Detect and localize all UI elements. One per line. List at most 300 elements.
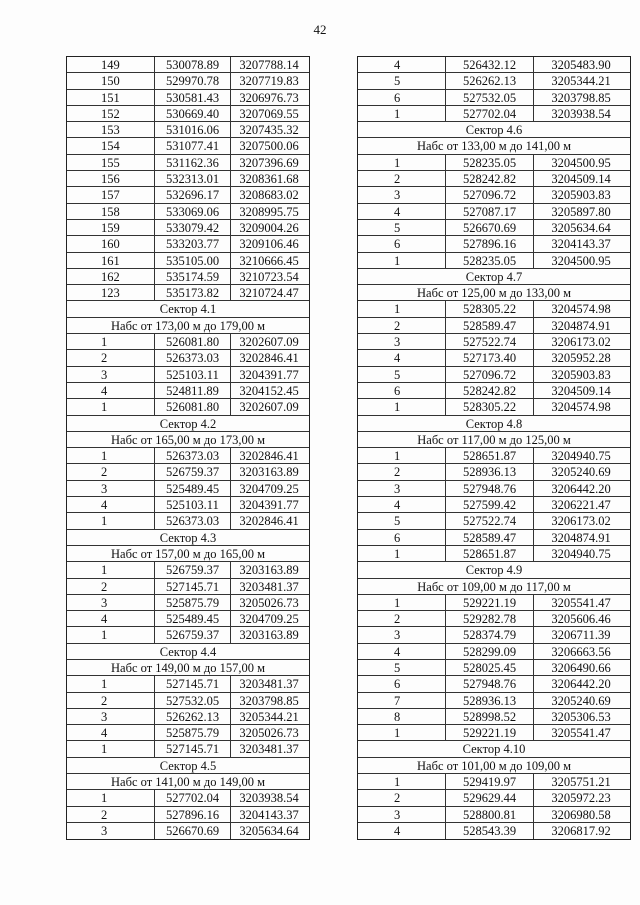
y-coordinate: 3205344.21 [551, 74, 611, 89]
x-coordinate: 528025.45 [446, 660, 534, 675]
y-coordinate: 3204874.91 [551, 318, 611, 333]
sector-header-row [358, 416, 630, 432]
height-range: Набс от 133,00 м до 141,00 м [417, 139, 571, 154]
y-coordinate: 3204509.14 [551, 172, 611, 187]
table-row [358, 513, 630, 529]
point-number: 6 [358, 383, 446, 398]
point-number: 150 [67, 73, 155, 88]
x-coordinate: 532313.01 [155, 171, 231, 186]
table-row [67, 627, 309, 643]
y-coordinate: 3205952.28 [551, 351, 611, 366]
table-row [67, 823, 309, 839]
sector-title: Сектор 4.8 [465, 416, 523, 431]
y-coordinate: 3202846.41 [239, 449, 299, 464]
x-coordinate: 535173.82 [155, 285, 231, 300]
y-coordinate: 3205897.80 [551, 204, 611, 219]
x-coordinate: 529282.78 [446, 611, 534, 626]
table-row [358, 253, 630, 269]
point-number: 6 [358, 236, 446, 251]
point-number: 3 [358, 334, 446, 349]
table-row [67, 236, 309, 252]
table-row [67, 350, 309, 366]
point-number: 2 [67, 464, 155, 479]
x-coordinate: 528235.05 [446, 253, 534, 268]
point-number: 4 [67, 611, 155, 626]
x-coordinate: 530669.40 [155, 106, 231, 121]
table-row [67, 513, 309, 529]
y-coordinate: 3205634.64 [239, 823, 299, 838]
x-coordinate: 527948.76 [446, 676, 534, 691]
point-number: 160 [67, 236, 155, 251]
table-row [358, 627, 630, 643]
sector-title: Сектор 4.3 [159, 530, 217, 545]
height-range: Набс от 125,00 м до 133,00 м [417, 286, 571, 301]
x-coordinate: 527522.74 [446, 513, 534, 528]
point-number: 1 [358, 301, 446, 316]
x-coordinate: 528998.52 [446, 709, 534, 724]
point-number: 153 [67, 122, 155, 137]
table-row [67, 204, 309, 220]
point-number: 1 [358, 448, 446, 463]
x-coordinate: 528543.39 [446, 823, 534, 839]
point-number: 3 [358, 627, 446, 642]
x-coordinate: 525103.11 [155, 497, 231, 512]
sector-header-row [67, 416, 309, 432]
table-row [67, 693, 309, 709]
table-row [358, 725, 630, 741]
point-number: 1 [358, 155, 446, 170]
x-coordinate: 524811.89 [155, 383, 231, 398]
height-range: Набс от 101,00 м до 109,00 м [417, 758, 571, 773]
table-row [358, 301, 630, 317]
point-number: 2 [358, 790, 446, 805]
table-row [358, 334, 630, 350]
point-number: 8 [358, 709, 446, 724]
x-coordinate: 533203.77 [155, 236, 231, 251]
sector-header-row [67, 758, 309, 774]
x-coordinate: 527896.16 [155, 807, 231, 822]
x-coordinate: 525489.45 [155, 481, 231, 496]
y-coordinate: 3203481.37 [239, 579, 299, 594]
point-number: 3 [67, 367, 155, 382]
x-coordinate: 528800.81 [446, 807, 534, 822]
point-number: 5 [358, 513, 446, 528]
height-range-row [358, 579, 630, 595]
y-coordinate: 3205344.21 [239, 709, 299, 724]
x-coordinate: 535105.00 [155, 253, 231, 268]
table-row [358, 367, 630, 383]
x-coordinate: 527173.40 [446, 350, 534, 365]
y-coordinate: 3204709.25 [239, 612, 299, 627]
table-row [67, 709, 309, 725]
table-row [358, 90, 630, 106]
point-number: 6 [358, 90, 446, 105]
x-coordinate: 528305.22 [446, 399, 534, 414]
table-row [67, 106, 309, 122]
y-coordinate: 3207069.55 [239, 106, 299, 121]
table-row [358, 611, 630, 627]
height-range: Набс от 173,00 м до 179,00 м [111, 318, 265, 333]
point-number: 2 [67, 807, 155, 822]
y-coordinate: 3206490.66 [551, 660, 611, 675]
x-coordinate: 528651.87 [446, 546, 534, 561]
y-coordinate: 3204509.14 [551, 383, 611, 398]
y-coordinate: 3205903.83 [551, 367, 611, 382]
x-coordinate: 527532.05 [155, 693, 231, 708]
y-coordinate: 3207788.14 [239, 58, 299, 72]
x-coordinate: 527145.71 [155, 741, 231, 756]
table-row [358, 644, 630, 660]
point-number: 152 [67, 106, 155, 121]
x-coordinate: 526670.69 [446, 220, 534, 235]
height-range-row [67, 546, 309, 562]
x-coordinate: 528242.82 [446, 383, 534, 398]
point-number: 151 [67, 90, 155, 105]
x-coordinate: 527702.04 [155, 790, 231, 805]
point-number: 149 [67, 57, 155, 72]
x-coordinate: 531162.36 [155, 155, 231, 170]
table-row [358, 399, 630, 415]
table-row [358, 693, 630, 709]
sector-header-row [358, 562, 630, 578]
table-row [358, 383, 630, 399]
y-coordinate: 3204500.95 [551, 253, 611, 268]
y-coordinate: 3203798.85 [239, 693, 299, 708]
table-row [67, 579, 309, 595]
y-coordinate: 3209106.46 [239, 237, 299, 252]
x-coordinate: 527145.71 [155, 579, 231, 594]
table-row [67, 464, 309, 480]
point-number: 1 [358, 399, 446, 414]
point-number: 1 [67, 627, 155, 642]
point-number: 154 [67, 138, 155, 153]
x-coordinate: 528299.09 [446, 644, 534, 659]
table-row [67, 334, 309, 350]
point-number: 4 [67, 725, 155, 740]
height-range-row [358, 432, 630, 448]
x-coordinate: 528242.82 [446, 171, 534, 186]
point-number: 162 [67, 269, 155, 284]
point-number: 2 [67, 350, 155, 365]
x-coordinate: 527896.16 [446, 236, 534, 251]
y-coordinate: 3204574.98 [551, 302, 611, 317]
point-number: 2 [67, 579, 155, 594]
point-number: 3 [67, 709, 155, 724]
x-coordinate: 527532.05 [446, 90, 534, 105]
point-number: 4 [358, 823, 446, 839]
sector-title: Сектор 4.4 [159, 644, 217, 659]
point-number: 1 [67, 562, 155, 577]
table-row [358, 73, 630, 89]
x-coordinate: 533079.42 [155, 220, 231, 235]
table-row [67, 220, 309, 236]
table-row [358, 187, 630, 203]
y-coordinate: 3204874.91 [551, 530, 611, 545]
y-coordinate: 3206817.92 [551, 823, 611, 838]
table-row [358, 546, 630, 562]
x-coordinate: 526262.13 [446, 73, 534, 88]
point-number: 155 [67, 155, 155, 170]
point-number: 4 [67, 383, 155, 398]
x-coordinate: 530581.43 [155, 90, 231, 105]
x-coordinate: 526373.03 [155, 513, 231, 528]
table-row [67, 676, 309, 692]
x-coordinate: 531016.06 [155, 122, 231, 137]
x-coordinate: 526081.80 [155, 334, 231, 349]
y-coordinate: 3208361.68 [239, 172, 299, 187]
table-row [67, 285, 309, 301]
sector-header-row [358, 269, 630, 285]
point-number: 4 [358, 204, 446, 219]
height-range: Набс от 149,00 м до 157,00 м [111, 660, 265, 675]
y-coordinate: 3204940.75 [551, 449, 611, 464]
x-coordinate: 529629.44 [446, 790, 534, 805]
point-number: 2 [358, 318, 446, 333]
table-row [67, 155, 309, 171]
table-row [358, 106, 630, 122]
point-number: 5 [358, 220, 446, 235]
point-number: 4 [358, 497, 446, 512]
x-coordinate: 535174.59 [155, 269, 231, 284]
height-range-row [358, 285, 630, 301]
height-range: Набс от 141,00 м до 149,00 м [111, 775, 265, 790]
y-coordinate: 3205240.69 [551, 465, 611, 480]
point-number: 2 [358, 171, 446, 186]
table-row [67, 367, 309, 383]
point-number: 1 [358, 774, 446, 789]
table-row [358, 220, 630, 236]
y-coordinate: 3204143.37 [551, 237, 611, 252]
point-number: 1 [67, 790, 155, 805]
y-coordinate: 3204143.37 [239, 807, 299, 822]
sector-title: Сектор 4.5 [159, 758, 217, 773]
y-coordinate: 3206173.02 [551, 514, 611, 529]
y-coordinate: 3206663.56 [551, 644, 611, 659]
point-number: 1 [358, 595, 446, 610]
y-coordinate: 3209004.26 [239, 220, 299, 235]
y-coordinate: 3204574.98 [551, 400, 611, 415]
table-row [358, 709, 630, 725]
y-coordinate: 3203938.54 [551, 106, 611, 121]
coordinates-table-left [66, 56, 310, 840]
table-row [358, 57, 630, 73]
table-row [358, 807, 630, 823]
x-coordinate: 526262.13 [155, 709, 231, 724]
point-number: 7 [358, 693, 446, 708]
x-coordinate: 525875.79 [155, 595, 231, 610]
table-row [67, 725, 309, 741]
height-range: Набс от 157,00 м до 165,00 м [111, 546, 265, 561]
point-number: 5 [358, 367, 446, 382]
sector-title: Сектор 4.2 [159, 416, 217, 431]
table-row [67, 481, 309, 497]
x-coordinate: 532696.17 [155, 187, 231, 202]
table-row [67, 122, 309, 138]
x-coordinate: 526759.37 [155, 562, 231, 577]
table-row [67, 807, 309, 823]
y-coordinate: 3203163.89 [239, 628, 299, 643]
table-row [67, 399, 309, 415]
table-row [67, 383, 309, 399]
x-coordinate: 527087.17 [446, 204, 534, 219]
table-row [67, 253, 309, 269]
x-coordinate: 529221.19 [446, 595, 534, 610]
y-coordinate: 3207396.69 [239, 155, 299, 170]
y-coordinate: 3206976.73 [239, 90, 299, 105]
point-number: 3 [358, 807, 446, 822]
y-coordinate: 3205634.64 [551, 220, 611, 235]
table-row [358, 481, 630, 497]
x-coordinate: 529221.19 [446, 725, 534, 740]
y-coordinate: 3205483.90 [551, 58, 611, 72]
table-row [67, 57, 309, 73]
table-row [67, 171, 309, 187]
y-coordinate: 3203798.85 [551, 90, 611, 105]
table-row [358, 660, 630, 676]
y-coordinate: 3206980.58 [551, 807, 611, 822]
x-coordinate: 528936.13 [446, 464, 534, 479]
sector-header-row [67, 644, 309, 660]
point-number: 4 [358, 644, 446, 659]
height-range: Набс от 109,00 м до 117,00 м [417, 579, 571, 594]
x-coordinate: 530078.89 [155, 57, 231, 72]
sector-header-row [358, 122, 630, 138]
y-coordinate: 3205541.47 [551, 726, 611, 741]
y-coordinate: 3204500.95 [551, 155, 611, 170]
table-row [358, 497, 630, 513]
y-coordinate: 3202846.41 [239, 514, 299, 529]
height-range-row [67, 318, 309, 334]
x-coordinate: 527702.04 [446, 106, 534, 121]
x-coordinate: 527145.71 [155, 676, 231, 691]
height-range-row [358, 758, 630, 774]
table-row [67, 269, 309, 285]
point-number: 3 [358, 481, 446, 496]
point-number: 1 [358, 253, 446, 268]
y-coordinate: 3202607.09 [239, 335, 299, 350]
point-number: 4 [67, 497, 155, 512]
point-number: 1 [67, 513, 155, 528]
x-coordinate: 526759.37 [155, 464, 231, 479]
y-coordinate: 3204709.25 [239, 481, 299, 496]
table-row [67, 595, 309, 611]
x-coordinate: 527948.76 [446, 481, 534, 496]
point-number: 5 [358, 660, 446, 675]
sector-header-row [67, 301, 309, 317]
y-coordinate: 3206173.02 [551, 335, 611, 350]
point-number: 1 [67, 334, 155, 349]
coordinates-table-right [357, 56, 631, 840]
x-coordinate: 527096.72 [446, 367, 534, 382]
y-coordinate: 3206442.20 [551, 677, 611, 692]
point-number: 6 [358, 676, 446, 691]
point-number: 1 [358, 546, 446, 561]
x-coordinate: 528305.22 [446, 301, 534, 316]
table-row [358, 774, 630, 790]
table-row [358, 155, 630, 171]
y-coordinate: 3205026.73 [239, 726, 299, 741]
point-number: 3 [67, 595, 155, 610]
x-coordinate: 526759.37 [155, 627, 231, 642]
y-coordinate: 3205240.69 [551, 693, 611, 708]
table-row [67, 790, 309, 806]
height-range-row [67, 660, 309, 676]
point-number: 159 [67, 220, 155, 235]
x-coordinate: 525489.45 [155, 611, 231, 626]
y-coordinate: 3203938.54 [239, 791, 299, 806]
x-coordinate: 533069.06 [155, 204, 231, 219]
x-coordinate: 528651.87 [446, 448, 534, 463]
point-number: 157 [67, 187, 155, 202]
point-number: 3 [67, 823, 155, 839]
y-coordinate: 3203163.89 [239, 563, 299, 578]
table-row [358, 595, 630, 611]
table-row [358, 676, 630, 692]
point-number: 1 [67, 448, 155, 463]
table-row [67, 90, 309, 106]
y-coordinate: 3204391.77 [239, 498, 299, 513]
height-range-row [67, 432, 309, 448]
table-row [67, 611, 309, 627]
x-coordinate: 526373.03 [155, 448, 231, 463]
y-coordinate: 3210724.47 [239, 286, 299, 301]
sector-header-row [67, 530, 309, 546]
table-row [358, 790, 630, 806]
y-coordinate: 3203481.37 [239, 677, 299, 692]
table-row [67, 73, 309, 89]
point-number: 1 [67, 399, 155, 414]
table-row [358, 448, 630, 464]
x-coordinate: 526081.80 [155, 399, 231, 414]
y-coordinate: 3205306.53 [551, 709, 611, 724]
table-row [358, 204, 630, 220]
table-row [358, 236, 630, 252]
page-number: 42 [313, 22, 327, 37]
x-coordinate: 525875.79 [155, 725, 231, 740]
point-number: 1 [358, 106, 446, 121]
height-range-row [358, 138, 630, 154]
point-number: 2 [358, 611, 446, 626]
x-coordinate: 527599.42 [446, 497, 534, 512]
table-row [358, 823, 630, 839]
y-coordinate: 3205972.23 [551, 791, 611, 806]
y-coordinate: 3207719.83 [239, 74, 299, 89]
height-range-row [67, 774, 309, 790]
point-number: 6 [358, 530, 446, 545]
table-row [358, 464, 630, 480]
y-coordinate: 3206442.20 [551, 481, 611, 496]
y-coordinate: 3208683.02 [239, 188, 299, 203]
point-number: 4 [358, 57, 446, 72]
point-number: 161 [67, 253, 155, 268]
point-number: 5 [358, 73, 446, 88]
x-coordinate: 531077.41 [155, 138, 231, 153]
x-coordinate: 525103.11 [155, 367, 231, 382]
y-coordinate: 3207500.06 [239, 139, 299, 154]
x-coordinate: 528936.13 [446, 693, 534, 708]
x-coordinate: 528589.47 [446, 530, 534, 545]
table-row [67, 448, 309, 464]
y-coordinate: 3204152.45 [239, 383, 299, 398]
x-coordinate: 527522.74 [446, 334, 534, 349]
point-number: 1 [358, 725, 446, 740]
y-coordinate: 3204940.75 [551, 546, 611, 561]
point-number: 2 [67, 693, 155, 708]
sector-header-row [358, 741, 630, 757]
table-row [67, 187, 309, 203]
sector-title: Сектор 4.1 [159, 302, 217, 317]
sector-title: Сектор 4.6 [465, 123, 523, 138]
